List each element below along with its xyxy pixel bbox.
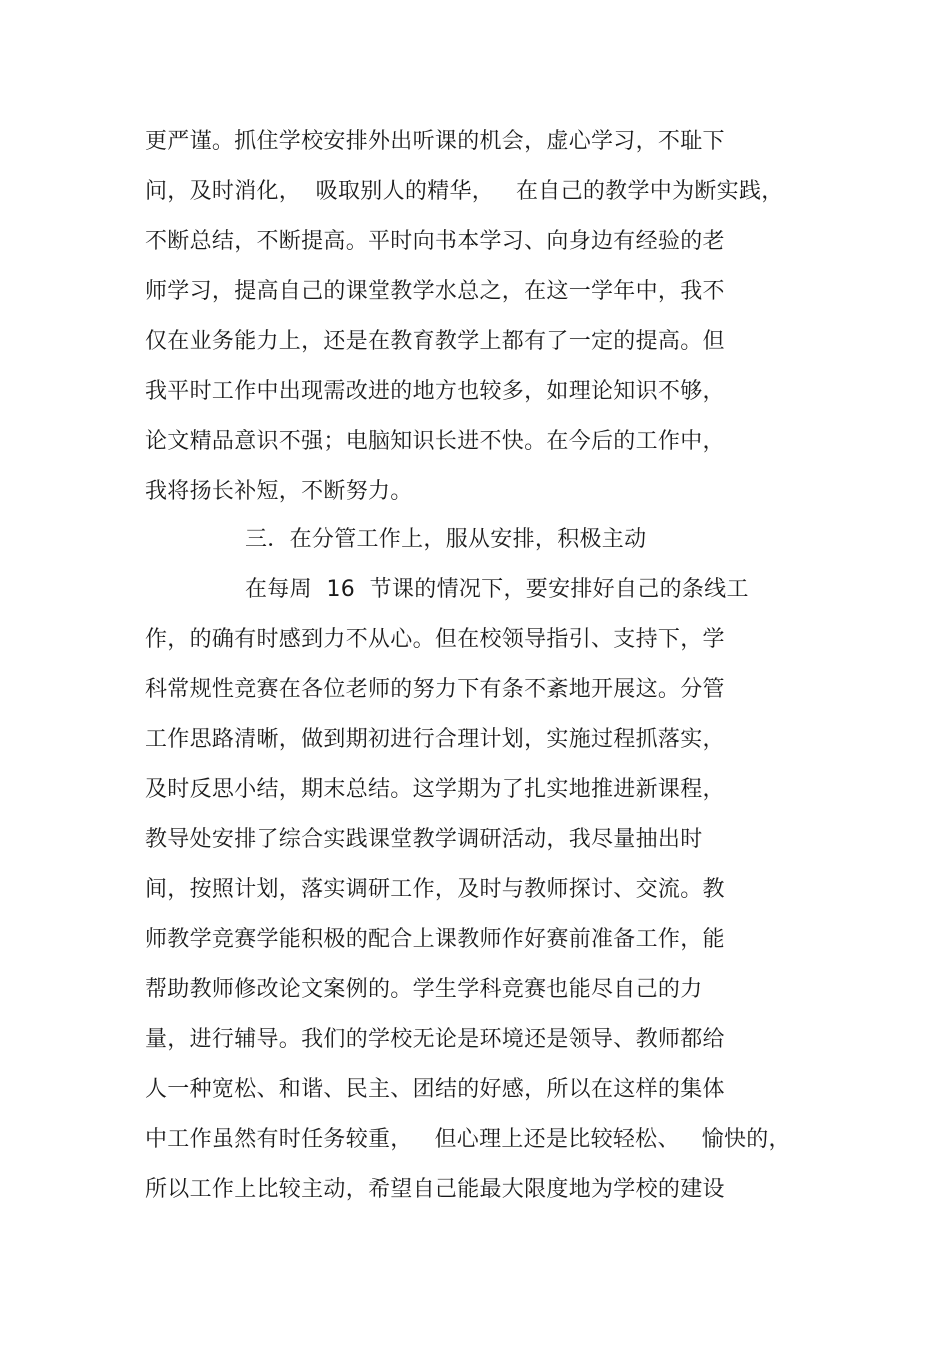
text-line-21: 中工作虽然有时任务较重， 但心理上还是比较轻松、 愉快的， [145, 1127, 791, 1152]
text-line-18: 帮助教师修改论文案例的。学生学科竞赛也能尽自己的力 [145, 977, 703, 1002]
text-line-10: 在每周 16 节课的情况下，要安排好自己的条线工 [245, 577, 749, 602]
text-line-2: 问，及时消化， 吸取别人的精华， 在自己的教学中为断实践， [145, 179, 784, 204]
text-line-17: 师教学竞赛学能积极的配合上课教师作好赛前准备工作，能 [145, 927, 725, 952]
text-line-13: 工作思路清晰，做到期初进行合理计划，实施过程抓落实， [145, 727, 725, 752]
text-line-11: 作，的确有时感到力不从心。但在校领导指引、支持下，学 [145, 627, 725, 652]
text-line-14: 及时反思小结，期末总结。这学期为了扎实地推进新课程， [145, 777, 725, 802]
text-line-20: 人一种宽松、和谐、民主、团结的好感，所以在这样的集体 [145, 1077, 725, 1102]
text-line-1: 更严谨。抓住学校安排外出听课的机会，虚心学习，不耻下 [145, 129, 725, 154]
text-line-19: 量，进行辅导。我们的学校无论是环境还是领导、教师都给 [145, 1027, 725, 1052]
text-line-16: 间，按照计划，落实调研工作，及时与教师探讨、交流。教 [145, 877, 725, 902]
text-line-15: 教导处安排了综合实践课堂教学调研活动，我尽量抽出时 [145, 827, 703, 852]
section-heading: 三．在分管工作上，服从安排，积极主动 [245, 527, 647, 552]
text-line-12: 科常规性竞赛在各位老师的努力下有条不紊地开展这。分管 [145, 677, 725, 702]
text-line-3: 不断总结，不断提高。平时向书本学习、向身边有经验的老 [145, 229, 725, 254]
text-line-7: 论文精品意识不强；电脑知识长进不快。在今后的工作中， [145, 429, 725, 454]
text-line-22: 所以工作上比较主动，希望自己能最大限度地为学校的建设 [145, 1177, 725, 1202]
text-line-5: 仅在业务能力上，还是在教育教学上都有了一定的提高。但 [145, 329, 725, 354]
text-line-4: 师学习，提高自己的课堂教学水总之，在这一学年中，我不 [145, 279, 725, 304]
text-line-6: 我平时工作中出现需改进的地方也较多，如理论知识不够， [145, 379, 725, 404]
text-line-8: 我将扬长补短，不断努力。 [145, 479, 413, 504]
